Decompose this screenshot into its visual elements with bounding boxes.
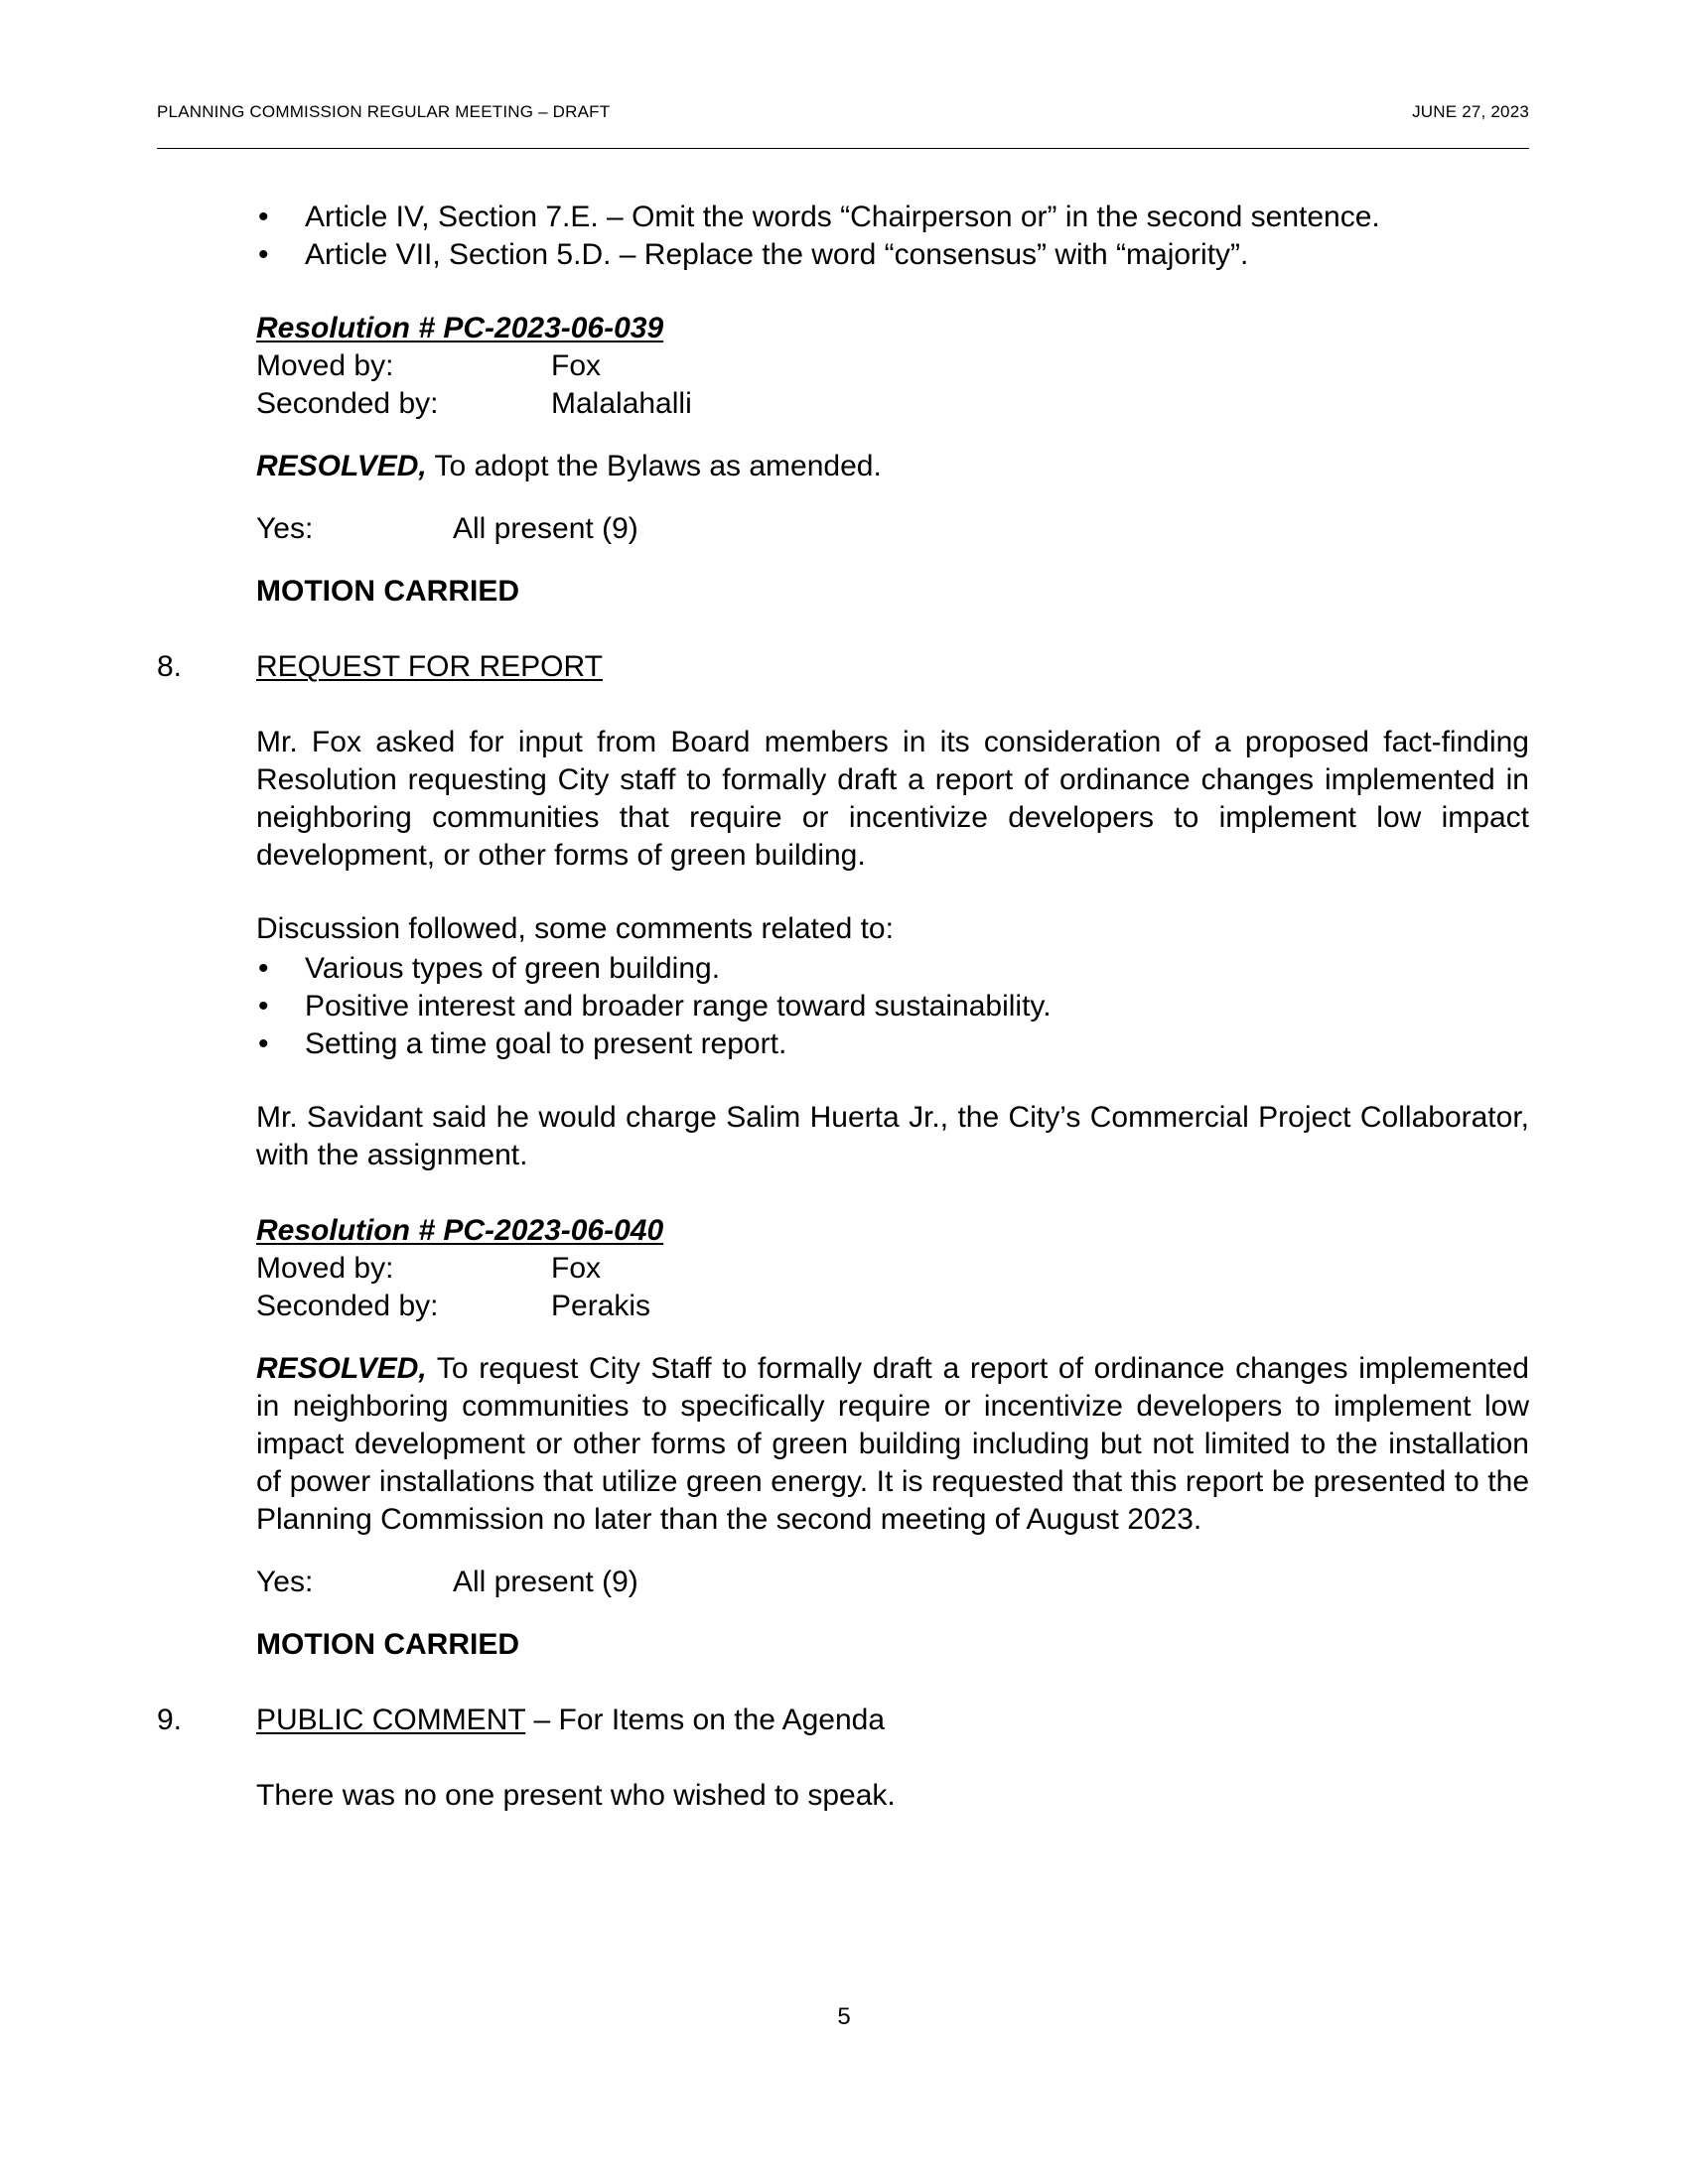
moved-by-value: Fox [551, 349, 602, 382]
seconded-by-row [256, 385, 1529, 423]
discussion-intro: Discussion followed, some comments related to: [256, 912, 894, 945]
resolution-block-039 [256, 310, 1529, 611]
vote-row [256, 510, 1529, 548]
yes-value: All present (9) [453, 512, 638, 545]
seconded-by-value: Malalahalli [551, 387, 692, 420]
resolved-statement [256, 1350, 1529, 1539]
section-number: 9. [157, 1704, 183, 1736]
resolved-keyword: RESOLVED, [256, 450, 427, 482]
moved-by-label: Moved by: [256, 349, 394, 382]
yes-label: Yes: [256, 1566, 314, 1598]
moved-by-row [256, 1250, 1529, 1288]
page-body [157, 199, 1529, 1815]
motion-status: MOTION CARRIED [256, 1628, 519, 1661]
resolved-statement [256, 448, 1529, 485]
motion-status: MOTION CARRIED [256, 575, 519, 608]
page-number: 5 [837, 2003, 851, 2030]
bylaw-amendments-list [256, 199, 1529, 274]
paragraph: There was no one present who wished to speak. [256, 1779, 896, 1812]
list-item: • Various types of green building. [256, 950, 1529, 988]
paragraph: Mr. Fox asked for input from Board members in its consideration of a proposed fact-finding Resolution requesting City staff to formally draft a report of ordinance changes implemented in neighboring communities that require or incentivize developers to implement low impact development, or other forms of green building. [256, 726, 1529, 872]
section-title: PUBLIC COMMENT [256, 1704, 526, 1736]
resolved-text: To request City Staff to formally draft a report of ordinance changes implemented in neighboring communities to specifically require or incentivize developers to implement low impact development or other forms of green building including but not limited to the installation of power installations that utilize green energy. It is requested that this report be presented to the Planning Commission no later than the second meeting of August 2023. [256, 1352, 1529, 1536]
seconded-by-label: Seconded by: [256, 1290, 439, 1322]
list-item: • Positive interest and broader range toward sustainability. [256, 988, 1529, 1025]
list-item: • Setting a time goal to present report. [256, 1025, 1529, 1063]
vote-row [256, 1564, 1529, 1601]
resolved-text: To adopt the Bylaws as amended. [426, 450, 882, 482]
section-8 [157, 648, 1529, 686]
moved-by-value: Fox [551, 1252, 602, 1285]
header-date: JUNE 27, 2023 [1412, 102, 1529, 121]
seconded-by-row [256, 1288, 1529, 1325]
moved-by-label: Moved by: [256, 1252, 394, 1285]
header-title: PLANNING COMMISSION REGULAR MEETING – DRAFT [157, 102, 611, 121]
resolution-block-040 [256, 1212, 1529, 1664]
section-number: 8. [157, 650, 183, 683]
section-9 [157, 1702, 1529, 1739]
resolved-keyword: RESOLVED, [256, 1352, 427, 1385]
seconded-by-label: Seconded by: [256, 387, 439, 420]
header-divider [157, 148, 1529, 149]
discussion-list [256, 950, 1529, 1063]
resolution-title: Resolution # PC-2023-06-039 [256, 312, 664, 344]
section-title-suffix: – For Items on the Agenda [525, 1704, 886, 1736]
list-item: • Article IV, Section 7.E. – Omit the words “Chairperson or” in the second sentence. [256, 199, 1529, 236]
yes-label: Yes: [256, 512, 314, 545]
seconded-by-value: Perakis [551, 1290, 651, 1322]
yes-value: All present (9) [453, 1566, 638, 1598]
list-item: • Article VII, Section 5.D. – Replace the word “consensus” with “majority”. [256, 236, 1529, 274]
paragraph: Mr. Savidant said he would charge Salim Huerta Jr., the City’s Commercial Project Collaborator, with the assignment. [256, 1101, 1529, 1171]
moved-by-row [256, 347, 1529, 385]
resolution-title: Resolution # PC-2023-06-040 [256, 1214, 664, 1247]
section-title: REQUEST FOR REPORT [256, 650, 603, 683]
